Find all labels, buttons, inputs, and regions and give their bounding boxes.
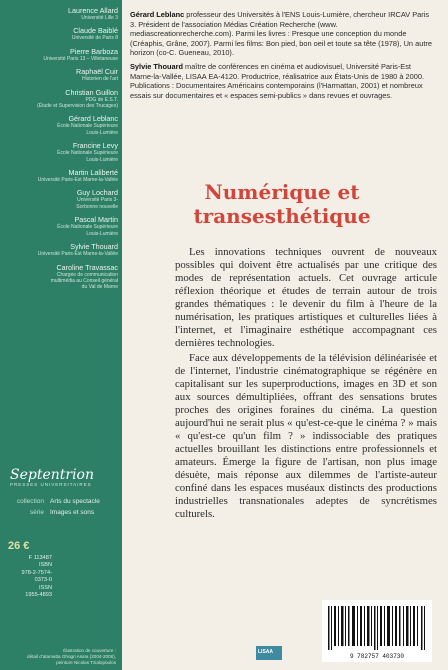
contributor-affiliation: Université Paris-Est Marne-la-Vallée	[37, 251, 118, 258]
price: 26 €	[8, 540, 30, 552]
collection-value: Arts du spectacle	[50, 498, 100, 505]
contributor-affiliation: Historien de l'art	[82, 76, 118, 83]
contributor-affiliation: Université Paris-Est Marne-la-Vallée	[37, 177, 118, 184]
code-line: 1955-4893	[25, 592, 52, 599]
series-value: Images et sons	[50, 509, 95, 516]
contributor-name: Pascal Martin	[74, 215, 118, 225]
contributor-affiliation: École Nationale Supérieure	[57, 150, 118, 157]
contributor	[4, 141, 118, 163]
contributor	[4, 188, 118, 210]
contributor-name: Sylvie Thouard	[70, 242, 118, 252]
contributor-affiliation: Chargée de communication	[56, 271, 118, 278]
contributor-affiliation: Université Lille 3	[81, 15, 118, 21]
contributor-name: Caroline Travassac	[56, 262, 118, 272]
barcode-number: 9 782757 403730	[349, 653, 404, 660]
contributor	[4, 26, 118, 41]
credit-line: détail d'atamatta Ghogri Asaïa (2004-2008),	[27, 654, 116, 659]
bio-name: Sylvie Thouard	[130, 61, 183, 71]
contributors-sidebar	[0, 0, 122, 670]
contributor-affiliation: Université Paris 13 – Villetaneuse	[43, 55, 118, 62]
credit-line: Illustration de couverture :	[63, 648, 116, 653]
bio-name: Gérard Leblanc	[130, 10, 185, 19]
book-title	[132, 180, 432, 228]
code-line: F 113487	[28, 555, 52, 561]
contributor-affiliation: du Val de Marne	[81, 284, 118, 291]
publisher-logo-text: Septentrion	[10, 467, 95, 483]
contributor-name: Laurence Allard	[68, 6, 118, 15]
contributor-affiliation: (Étude et Supervision des Trucages)	[37, 103, 118, 110]
contributor	[4, 242, 118, 257]
publisher-logo	[10, 468, 110, 494]
series-label: série	[29, 509, 44, 516]
barcode	[322, 600, 432, 662]
bio-text: maître de conférences en cinéma et audiovisuel, Université Paris-Est Marne-la-Vallée, LISAA EA-4120. Productrice, réalisatrice aux États-Unis de 1980 à 2000. Publications : Documentaires Américains contemporains (l'Harmattan, 2001) et nombreux essais sur documentaires et « espaces semi-publics » dans revues et ouvrages.	[130, 61, 425, 100]
publisher-logo-sub: PRESSES UNIVERSITAIRES	[10, 482, 92, 487]
title-line: transesthétique	[193, 204, 371, 228]
product-codes	[8, 555, 52, 599]
contributor-name: Guy Lochard	[76, 188, 118, 198]
bio-paragraph	[130, 62, 436, 100]
contributor-name: Gérard Leblanc	[68, 114, 118, 124]
collection-label: collection	[16, 498, 44, 505]
summary-paragraph: Les innovations techniques ouvrent de nouveaux possibles qui doivent être actualisés par une critique des modes de représentation actuels. Cet ouvrage articule réflexion théorique et études de terrain autour de trois grandes thématiques : le devenir du film à l'heure de la numérisation, les pratiques artistiques et culturelles liées à l'internet, et l'imaginaire esthétique accompagnant ces dernières technologies.	[175, 246, 437, 349]
credit-line: peinture Nicolas Tzialopoulos	[56, 660, 116, 665]
contributor	[4, 215, 118, 237]
contributor-affiliation: École Nationale Supérieure	[57, 123, 118, 130]
contributor-name: Raphaël Cuir	[76, 67, 118, 77]
contributor-affiliation: Université de Paris 8	[71, 35, 118, 42]
contributor-affiliation: Université Paris 3-	[77, 197, 118, 204]
contributor-affiliation: École Nationale Supérieure	[57, 224, 118, 231]
contributor-name: Pierre Barboza	[70, 46, 118, 56]
summary-paragraph: Face aux développements de la télévision délinéarisée et de l'internet, l'industrie cinématographique se régénère en capitalisant sur les superproductions, images en 3D et son aux sources démultipliées, offrant des sensations brutes proches des origines foraines du cinéma. La question aujourd'hui ne serait plus « qu'est-ce-que le cinéma ? » mais « qu'est-ce qu'un film ? » indissociable des pratiques actuelles brouillant les distinctions entre professionnels et amateurs. Émerge la figure de l'artisan, non plus image désuète, mais réponse aux dilemmes de l'artiste-auteur confiné dans les espaces muséaux distincts des productions industrielles transnationales adeptes de syncrétismes culturels.	[175, 352, 437, 520]
contributor-affiliation: multimédia au Conseil général	[50, 277, 118, 284]
contributors-list	[4, 6, 118, 296]
contributor	[4, 6, 118, 21]
contributor-name: Martin Laliberté	[68, 168, 118, 178]
contributor-affiliation: Louis-Lumière	[86, 156, 118, 163]
contributor	[4, 88, 118, 110]
contributor	[4, 47, 118, 62]
contributor	[4, 67, 118, 82]
contributor-name: Christian Guillon	[65, 87, 118, 97]
barcode-bars	[328, 606, 426, 650]
summary	[175, 246, 437, 521]
contributor	[4, 114, 118, 136]
bio-text: professeur des Universités à l'ENS Louis-Lumière, chercheur IRCAV Paris 3. Président de l'association Médias Création Recherche (www. mediascreationrecherche.com). Parmi les livres : Presque une conception du monde (Créaphis, Grâne, 2007). Parmi les films: Bon pied, bon oeil et toute sa tête (1978), Un autre horizon (co-C. Gueneau, 2010).	[130, 10, 432, 58]
cover-credit	[12, 648, 116, 666]
series-info	[8, 496, 116, 518]
bio-paragraph	[130, 10, 436, 58]
contributor	[4, 168, 118, 183]
contributor-affiliation: PDG de E.S.T.	[85, 96, 118, 103]
code-line: ISSN	[38, 584, 52, 591]
contributor-affiliation: Sorbonne nouvelle	[76, 203, 118, 210]
collection-row	[8, 496, 116, 507]
code-line: ISBN	[38, 562, 52, 569]
contributor-affiliation: Louis-Lumière	[86, 129, 118, 136]
lisaa-logo-text: LISAA	[258, 649, 273, 655]
contributor-name: Francine Levy	[72, 141, 118, 151]
series-row	[8, 507, 116, 518]
contributor	[4, 263, 118, 291]
code-line: 978-2-7574-0373-0	[21, 569, 52, 584]
title-line: Numérique et	[204, 180, 360, 204]
contributor-name: Claude Baiblé	[73, 26, 118, 36]
contributor-affiliation: Louis-Lumière	[86, 230, 118, 237]
authors-bio	[130, 10, 436, 104]
